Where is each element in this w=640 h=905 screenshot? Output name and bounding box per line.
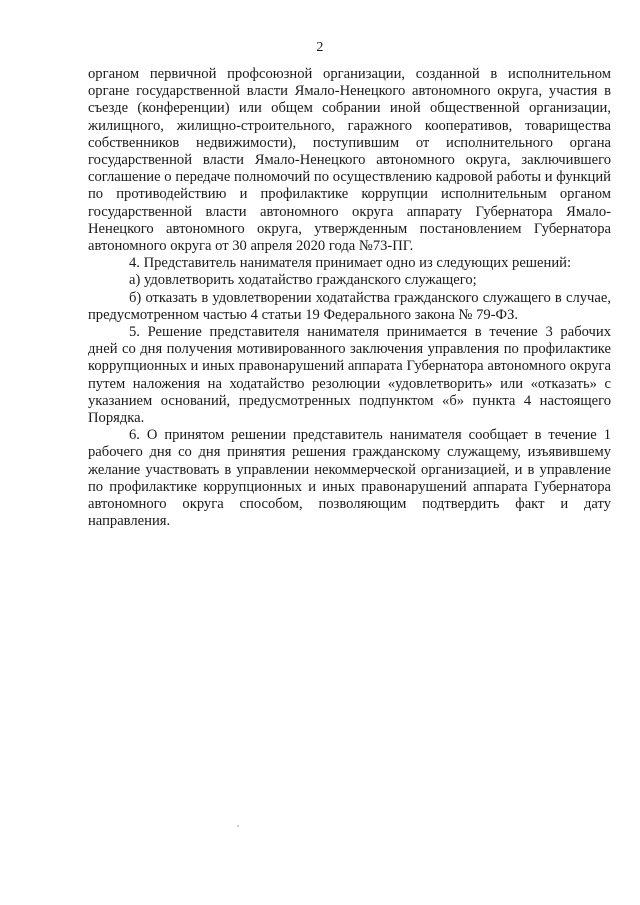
document-body	[88, 66, 611, 530]
paragraph-item-5: 5. Решение представителя нанимателя принимается в течение 3 рабочих дней со дня получения мотивированного заключения управления по профилактике коррупционных и иных правонарушений аппарата Губернатора автономного округа путем наложения на ходатайство резолюции «удовлетворить» или «отказать» с указанием оснований, предусмотренных подпунктом «б» пункта 4 настоящего Порядка.	[88, 324, 611, 427]
paragraph-item-4: 4. Представитель нанимателя принимает одно из следующих решений:	[129, 255, 572, 272]
paragraph-item-4b: б) отказать в удовлетворении ходатайства гражданского служащего в случае, предусмотренном частью 4 статьи 19 Федерального закона № 79-ФЗ.	[88, 289, 611, 323]
paragraph-item-4a: а) удовлетворить ходатайство гражданского служащего;	[129, 272, 477, 289]
scan-speck	[237, 825, 239, 827]
page-number: 2	[316, 40, 324, 55]
paragraph-continuation: органом первичной профсоюзной организации, созданной в исполнительном органе государственной власти Ямало-Ненецкого автономного округа, участия в съезде (конференции) или общем собрании иной общественной организации, жилищного, жилищно-строительного, гаражного кооперативов, товарищества собственников недвижимости), поступившим от исполнительного органа государственной власти Ямало-Ненецкого автономного округа, заключившего соглашение о передаче полномочий по осуществлению кадровой работы и функций по противодействию и профилактике коррупции исполнительным органом государственной власти автономного округа аппарату Губернатора Ямало-Ненецкого автономного округа, утвержденным постановлением Губернатора автономного округа от 30 апреля 2020 года №73-ПГ.	[88, 66, 611, 255]
paragraph-item-6: 6. О принятом решении представитель нанимателя сообщает в течение 1 рабочего дня со дня принятия решения гражданскому служащему, изъявившему желание участвовать в управлении некоммерческой организацией, и в управление по профилактике коррупционных и иных правонарушений аппарата Губернатора автономного округа способом, позволяющим подтвердить факт и дату направления.	[88, 427, 611, 530]
